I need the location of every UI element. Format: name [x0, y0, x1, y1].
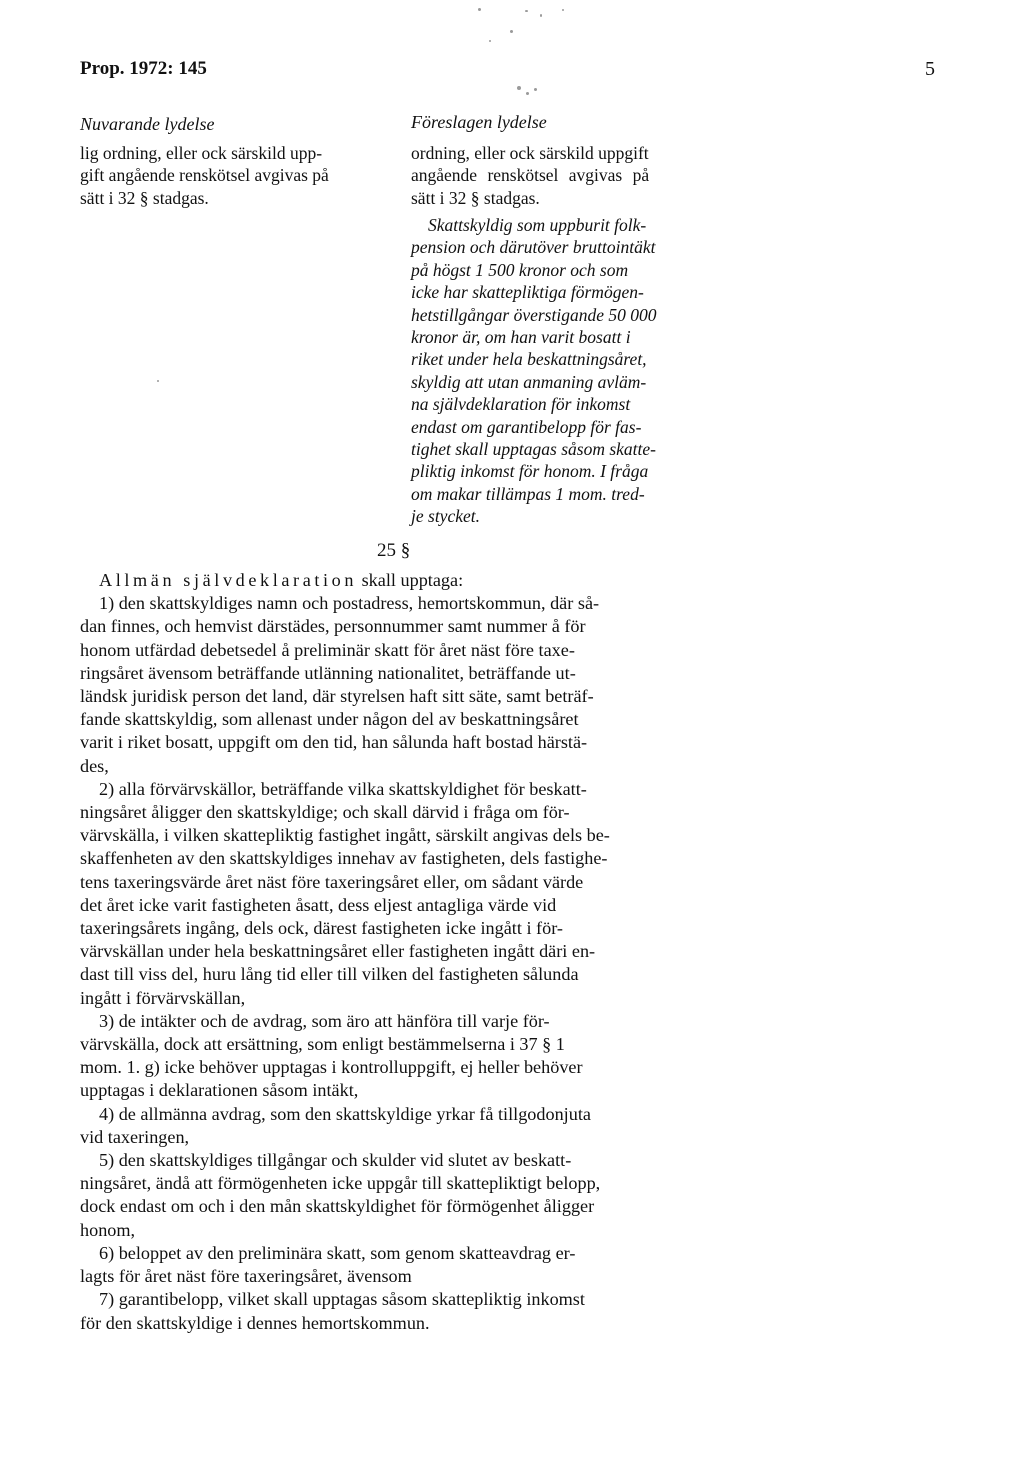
scan-speck	[534, 88, 537, 91]
text-line: 7) garantibelopp, vilket skall upptagas såsom skattepliktig inkomst	[99, 1289, 585, 1310]
text-line: mom. 1. g) icke behöver upptagas i kontrolluppgift, ej heller behöver	[80, 1057, 583, 1078]
text-line: ringsåret ävensom beträffande utlänning nationalitet, beträffande ut-	[80, 662, 576, 683]
text-line: ländsk juridisk person det land, där styrelsen haft sitt säte, samt beträf-	[80, 686, 594, 707]
section-lead-rest: skall upptaga:	[357, 570, 464, 590]
right-column-heading: Föreslagen lydelse	[411, 112, 547, 132]
scan-speck	[157, 380, 159, 382]
text-line: det året icke varit fastigheten åsatt, dess eljest antagliga värde vid	[80, 894, 557, 915]
text-line: angående renskötsel avgivas på	[411, 165, 650, 186]
text-line: fande skattskyldig, som allenast under någon del av beskattningsåret	[80, 709, 579, 730]
section-body	[80, 569, 730, 1335]
text-line: varit i riket bosatt, uppgift om den tid, han sålunda haft bostad härstä-	[80, 732, 588, 753]
scan-speck	[540, 14, 542, 17]
text-line: värvskällan under hela beskattningsåret eller fastigheten ingått däri en-	[80, 941, 596, 962]
page-number: 5	[925, 58, 935, 80]
right-column-text	[411, 142, 731, 209]
text-line: kronor är, om han varit bosatt i	[411, 327, 631, 348]
section-lead	[80, 569, 730, 592]
text-line: skaffenheten av den skattskyldiges innehav av fastigheten, dels fastighe-	[80, 848, 608, 869]
text-line: på högst 1 500 kronor och som	[411, 259, 629, 280]
text-line: je stycket.	[411, 506, 480, 527]
text-line: sätt i 32 § stadgas.	[80, 187, 209, 208]
text-line: honom,	[80, 1219, 136, 1240]
text-line: des,	[80, 755, 109, 776]
text-line: dast till viss del, huru lång tid eller till vilken del fastigheten sålunda	[80, 964, 579, 985]
text-line: värvskälla, i vilken skattepliktig fastighet ingått, särskilt angivas dels be-	[80, 825, 610, 846]
text-line: 1) den skattskyldiges namn och postadress, hemortskommun, där så-	[99, 593, 600, 614]
text-line: taxeringsårets ingång, dels ock, därest fastigheten icke ingått i för-	[80, 918, 563, 939]
text-line: värvskälla, dock att ersättning, som enligt bestämmelserna i 37 § 1	[80, 1034, 565, 1055]
text-line: vid taxeringen,	[80, 1126, 190, 1147]
text-line: 2) alla förvärvskällor, beträffande vilka skattskyldighet för beskatt-	[99, 778, 587, 799]
left-column-text	[80, 142, 380, 209]
text-line: honom utfärdad debetsedel å preliminär skatt för året näst före taxe-	[80, 639, 575, 660]
text-line: ordning, eller ock särskild uppgift	[411, 143, 649, 163]
text-line: icke har skattepliktiga förmögen-	[411, 282, 644, 303]
text-line: pliktig inkomst för honom. I fråga	[411, 461, 649, 482]
text-line: om makar tillämpas 1 mom. tred-	[411, 483, 645, 504]
text-line: ningsåret åligger den skattskyldige; och skall därvid i fråga om för-	[80, 802, 570, 823]
text-line: 5) den skattskyldiges tillgångar och skulder vid slutet av beskatt-	[99, 1150, 572, 1171]
text-line: riket under hela beskattningsåret,	[411, 349, 647, 370]
text-line: 3) de intäkter och de avdrag, som äro att hänföra till varje för-	[99, 1010, 550, 1031]
scan-speck	[510, 30, 513, 33]
text-line: ningsåret, ändå att förmögenheten icke uppgår till skattepliktigt belopp,	[80, 1173, 601, 1194]
text-line: na självdeklaration för inkomst	[411, 394, 631, 415]
text-line: 4) de allmänna avdrag, som den skattskyldige yrkar få tillgodonjuta	[99, 1103, 591, 1124]
text-line: upptagas i deklarationen såsom intäkt,	[80, 1080, 359, 1101]
section-lead-term: Allmän självdeklaration	[99, 570, 358, 590]
section-heading: 25 §	[377, 540, 411, 561]
text-line: pension och därutöver bruttointäkt	[411, 237, 656, 258]
text-line: lagts för året näst före taxeringsåret, ävensom	[80, 1266, 412, 1287]
text-line: tens taxeringsvärde året näst före taxeringsåret eller, om sådant värde	[80, 871, 584, 892]
scan-speck	[525, 10, 528, 12]
text-line: dock endast om och i den mån skattskyldighet för förmögenhet åligger	[80, 1196, 595, 1217]
text-line: skyldig att utan anmaning avläm-	[411, 371, 647, 392]
scan-speck	[526, 92, 529, 95]
left-column-heading: Nuvarande lydelse	[80, 114, 215, 134]
text-line: lig ordning, eller ock särskild upp-	[80, 143, 323, 163]
running-header: Prop. 1972: 145	[80, 58, 207, 79]
text-line: ingått i förvärvskällan,	[80, 987, 246, 1008]
text-line: Skattskyldig som uppburit folk-	[428, 215, 647, 235]
text-line: dan finnes, och hemvist därstädes, personnummer samt nummer å för	[80, 616, 586, 637]
scan-speck	[478, 8, 481, 11]
text-line: för den skattskyldige i dennes hemortskommun.	[80, 1312, 430, 1333]
text-line: endast om garantibelopp för fas-	[411, 416, 642, 437]
text-line: gift angående renskötsel avgivas på	[80, 165, 329, 186]
right-column-italic-paragraph	[411, 214, 731, 528]
scan-speck	[562, 9, 564, 11]
scan-speck	[517, 86, 521, 90]
text-line: tighet skall upptagas såsom skatte-	[411, 439, 656, 460]
text-line: hetstillgångar överstigande 50 000	[411, 304, 657, 325]
text-line: sätt i 32 § stadgas.	[411, 187, 540, 208]
text-line: 6) beloppet av den preliminära skatt, som genom skatteavdrag er-	[99, 1242, 576, 1263]
scan-speck	[489, 40, 491, 42]
